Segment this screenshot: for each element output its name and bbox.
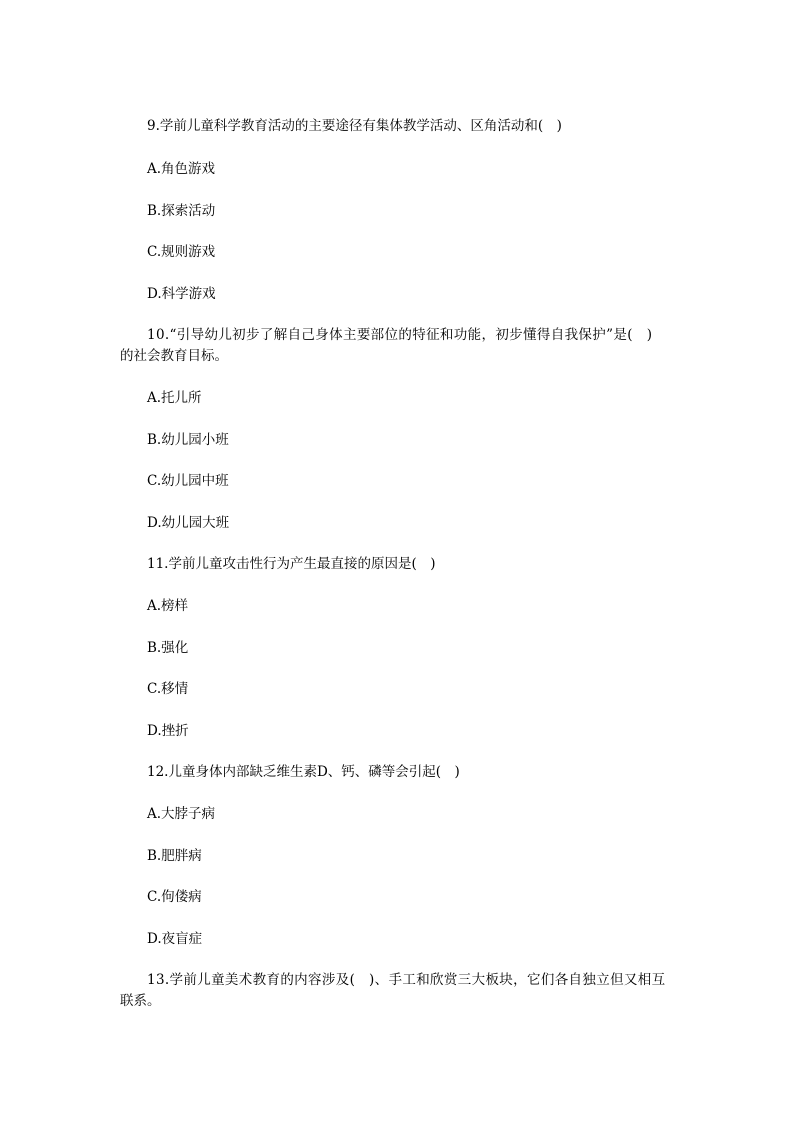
question-9-option-c: C.规则游戏 bbox=[147, 244, 216, 260]
question-11-option-a: A.榜样 bbox=[147, 598, 189, 614]
question-9-option-a: A.角色游戏 bbox=[147, 161, 216, 177]
question-12-option-a: A.大脖子病 bbox=[147, 806, 216, 822]
question-13-text-continued: 联系。 bbox=[120, 993, 161, 1009]
question-12-option-c: C.佝偻病 bbox=[147, 889, 202, 905]
question-12-option-b: B.肥胖病 bbox=[147, 848, 202, 864]
question-10-text-continued: 的社会教育目标。 bbox=[120, 348, 228, 364]
question-10-option-d: D.幼儿园大班 bbox=[147, 515, 230, 531]
question-10-option-b: B.幼儿园小班 bbox=[147, 432, 229, 448]
question-13-text: 13.学前儿童美术教育的内容涉及( )、手工和欣赏三大板块，它们各自独立但又相互 bbox=[147, 972, 666, 988]
question-9-text: 9.学前儿童科学教育活动的主要途径有集体教学活动、区角活动和( ) bbox=[147, 118, 562, 134]
question-11-text: 11.学前儿童攻击性行为产生最直接的原因是( ) bbox=[147, 556, 436, 572]
question-11-option-d: D.挫折 bbox=[147, 723, 189, 739]
question-12-option-d: D.夜盲症 bbox=[147, 931, 203, 947]
question-10-text: 10.“引导幼儿初步了解自己身体主要部位的特征和功能，初步懂得自我保护”是( ) bbox=[147, 327, 653, 343]
question-10-option-c: C.幼儿园中班 bbox=[147, 473, 229, 489]
question-9-option-b: B.探索活动 bbox=[147, 203, 216, 219]
question-12-text: 12.儿童身体内部缺乏维生素D、钙、磷等会引起( ) bbox=[147, 764, 460, 780]
question-9-option-d: D.科学游戏 bbox=[147, 286, 216, 302]
question-11-option-b: B.强化 bbox=[147, 640, 189, 656]
question-11-option-c: C.移情 bbox=[147, 681, 189, 697]
question-10-option-a: A.托儿所 bbox=[147, 390, 202, 406]
